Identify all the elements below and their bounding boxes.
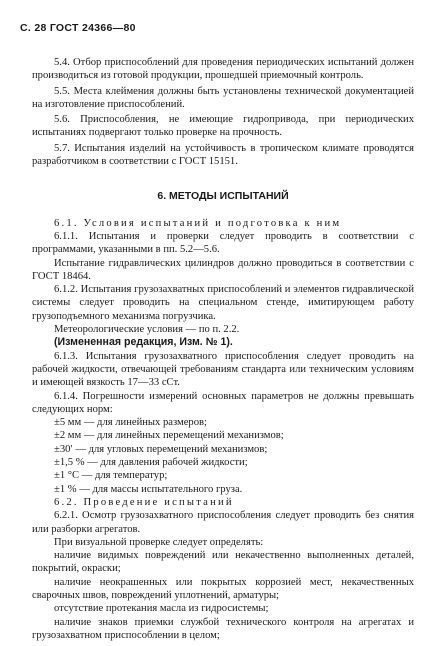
tolerance-list <box>32 416 414 496</box>
page-header: С. 28 ГОСТ 24366—80 <box>20 22 136 34</box>
paragraph-6-1-1-hydraulic: Испытание гидравлических цилиндров должно проводиться в соответствии с ГОСТ 18464. <box>32 257 414 282</box>
check-list <box>32 549 414 642</box>
list-item: ±30′ — для угловых перемещений механизмов; <box>54 443 268 455</box>
paragraph-6-1-3: 6.1.3. Испытания грузозахватного приспособления следует проводить на рабочей жидкости, отвечающей требованиям стандарта или техническим условиям и имеющей вязкость 17—33 сСт. <box>32 350 414 389</box>
list-item: наличие неокрашенных или покрытых коррозией мест, некачественных сварочных швов, повреждений уплотнений, арматуры; <box>32 576 414 601</box>
paragraph-5-5: 5.5. Места клеймения должны быть установлены технической документацией на изготовление приспособлений. <box>32 85 414 110</box>
section-heading: 6. МЕТОДЫ ИСПЫТАНИЙ <box>157 190 289 203</box>
list-item: ±2 мм — для линейных перемещений механизмов; <box>54 430 284 442</box>
subsection-6-2-title: 6.2. Проведение испытаний <box>54 496 234 508</box>
paragraph-5-4: 5.4. Отбор приспособлений для проведения периодических испытаний должен производиться из готовой продукции, прошедшей приемочный контроль. <box>32 57 414 82</box>
paragraph-6-2-1: 6.2.1. Осмотр грузозахватного приспособления следует проводить без снятия или разборки агрегатов. <box>32 510 414 535</box>
list-item: ±1,5 % — для давления рабочей жидкости; <box>54 457 248 469</box>
paragraph-6-1-4: 6.1.4. Погрешности измерений основных параметров не должны превышать следующих норм: <box>32 390 414 415</box>
list-item: ±1 °С — для температур; <box>54 470 168 482</box>
paragraph-6-1-2-weather: Метеорологические условия — по п. 2.2. <box>54 324 240 336</box>
subsection-6-1-title: 6.1. Условия испытаний и подготовка к ним <box>54 217 342 229</box>
list-item: ±5 мм — для линейных размеров; <box>54 417 207 429</box>
list-item: наличие знаков приемки службой технического контроля на агрегатах и грузозахватном приспособлении в целом; <box>32 616 414 641</box>
list-item: наличие видимых повреждений или некачественно выполненных деталей, покрытий, окраски; <box>32 550 414 575</box>
section-5-continuation <box>32 56 414 642</box>
list-item: отсутствие протекания масла из гидросистемы; <box>54 603 269 615</box>
paragraph-6-2-1-visual: При визуальной проверке следует определять: <box>54 536 264 548</box>
list-item: ±1 % — для массы испытательного груза. <box>54 483 243 495</box>
paragraph-6-1-1: 6.1.1. Испытания и проверки следует проводить в соответствии с программами, указанными в пп. 5.2—5.6. <box>32 230 414 256</box>
paragraph-5-7: 5.7. Испытания изделий на устойчивость в тропическом климате проводятся разработчиком в соответствии с ГОСТ 15151. <box>32 142 414 168</box>
paragraph-6-1-2: 6.1.2. Испытания грузозахватных приспособлений и элементов гидравлической системы следует проводить на специальном стенде, имитирующем работу грузоподъемного механизма погрузчика. <box>32 284 414 322</box>
amendment-note: (Измененная редакция, Изм. № 1). <box>54 336 233 349</box>
paragraph-5-6: 5.6. Приспособления, не имеющие гидропривода, при периодических испытаниях подвергают только проверке на прочность. <box>32 114 414 139</box>
